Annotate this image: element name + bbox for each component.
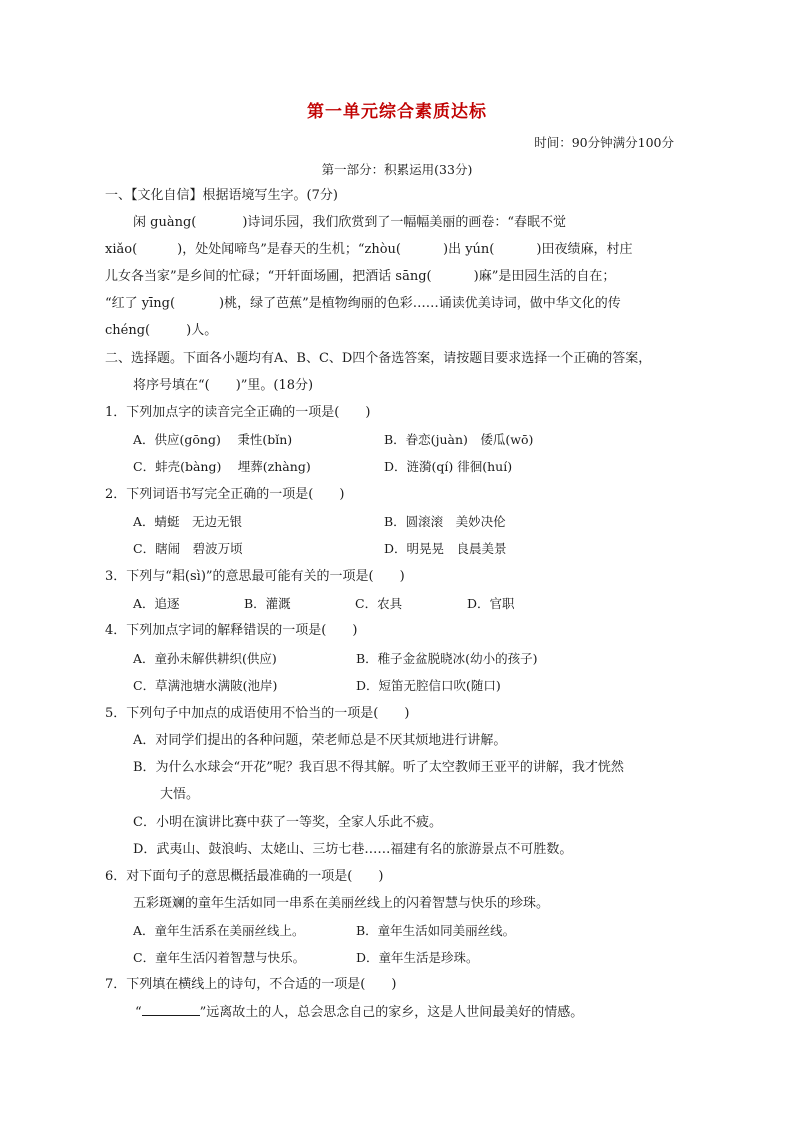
question-5-stem: 5．下列句子中加点的成语使用不恰当的一项是( ): [105, 706, 410, 721]
q3-option-d[interactable]: D．官职: [467, 596, 515, 611]
question-6-stem: 6．对下面句子的意思概括最准确的一项是( ): [105, 869, 384, 884]
q2-option-c[interactable]: C．瞎闹 碧波万顷: [133, 541, 243, 556]
q5-option-c[interactable]: C．小明在演讲比赛中获了一等奖，全家人乐此不疲。: [133, 815, 442, 830]
q4-option-d[interactable]: D．短笛无腔信口吹(随口): [356, 678, 501, 693]
time-info: 时间：90分钟满分100分: [534, 135, 674, 150]
section1-line-2: xiǎo( )，处处闻啼鸟”是春天的生机；“zhòu( )出 yún( )田夜绩麻，村庄: [105, 242, 633, 257]
q4-option-c[interactable]: C．草满池塘水满陂(池岸): [133, 678, 278, 693]
q2-option-b[interactable]: B．圆滚滚 美妙决伦: [384, 514, 506, 529]
q4-option-b[interactable]: B．稚子金盆脱晓冰(幼小的孩子): [356, 651, 538, 666]
q5-option-b-cont: 大悟。: [160, 787, 200, 802]
q5-option-b[interactable]: B．为什么水球会“开花”呢？我百思不得其解。听了太空教师王亚平的讲解，我才恍然: [133, 760, 624, 775]
fill-in-underline[interactable]: [142, 1002, 200, 1016]
section2-heading: 二、选择题。下面各小题均有A、B、C、D四个备选答案，请按题目要求选择一个正确的答案，: [105, 351, 652, 366]
section1-line-1: 闲 guàng( )诗词乐园，我们欣赏到了一幅幅美丽的画卷：“春眠不觉: [133, 215, 567, 230]
q3-option-c[interactable]: C．农具: [355, 596, 403, 611]
q2-option-a[interactable]: A．蜻蜓 无边无银: [133, 514, 243, 529]
question-7-stem: 7．下列填在横线上的诗句，不合适的一项是( ): [105, 977, 397, 992]
section1-line-5: chéng( )人。: [105, 323, 218, 338]
question-1-stem: 1．下列加点字的读音完全正确的一项是( ): [105, 405, 371, 420]
section1-line-4: “红了 yīng( )桃，绿了芭蕉”是植物绚丽的色彩……诵读优美诗词，做中华文化的传: [105, 296, 621, 311]
q2-option-d[interactable]: D．明晃晃 良晨美景: [384, 541, 507, 556]
q6-sentence: 五彩斑斓的童年生活如同一串系在美丽丝线上的闪着智慧与快乐的珍珠。: [133, 896, 550, 911]
part-heading: 第一部分：积累运用(33分): [321, 162, 473, 177]
q1-option-c[interactable]: C．蚌壳(bàng) 埋葬(zhàng): [133, 459, 311, 474]
q6-option-c[interactable]: C．童年生活闪着智慧与快乐。: [133, 950, 306, 965]
q5-option-d[interactable]: D．武夷山、鼓浪屿、太姥山、三坊七巷……福建有名的旅游景点不可胜数。: [133, 842, 573, 857]
section1-heading: 一、【文化自信】根据语境写生字。(7分): [105, 188, 338, 203]
q3-option-b[interactable]: B．灌溉: [244, 596, 291, 611]
q6-option-a[interactable]: A．童年生活系在美丽丝线上。: [133, 923, 305, 938]
q1-option-d[interactable]: D．涟漪(qí) 徘徊(huí): [384, 459, 513, 474]
section2-heading-cont: 将序号填在“( )”里。(18分): [133, 378, 314, 393]
q3-option-a[interactable]: A．追逐: [133, 596, 180, 611]
q1-option-a[interactable]: A．供应(gōng) 秉性(bǐn): [133, 432, 293, 447]
q7-sentence: “ ”远离故土的人，总会思念自己的家乡，这是人世间最美好的情感。: [135, 1002, 583, 1023]
q5-option-a[interactable]: A．对同学们提出的各种问题，荣老师总是不厌其烦地进行讲解。: [133, 733, 507, 748]
section1-line-3: 儿女各当家”是乡间的忙碌；“开轩面场圃，把酒话 sāng( )麻”是田园生活的自在；: [105, 269, 616, 284]
question-4-stem: 4．下列加点字词的解释错误的一项是( ): [105, 623, 358, 638]
page-title: 第一单元综合素质达标: [307, 102, 487, 122]
question-3-stem: 3．下列与“耜(sì)”的意思最可能有关的一项是( ): [105, 569, 405, 584]
q1-option-b[interactable]: B．眷恋(juàn) 倭瓜(wō): [384, 432, 534, 447]
q4-option-a[interactable]: A．童孙未解供耕织(供应): [133, 651, 277, 666]
q6-option-d[interactable]: D．童年生活是珍珠。: [356, 950, 479, 965]
question-2-stem: 2．下列词语书写完全正确的一项是( ): [105, 487, 345, 502]
q6-option-b[interactable]: B．童年生活如同美丽丝线。: [356, 923, 516, 938]
